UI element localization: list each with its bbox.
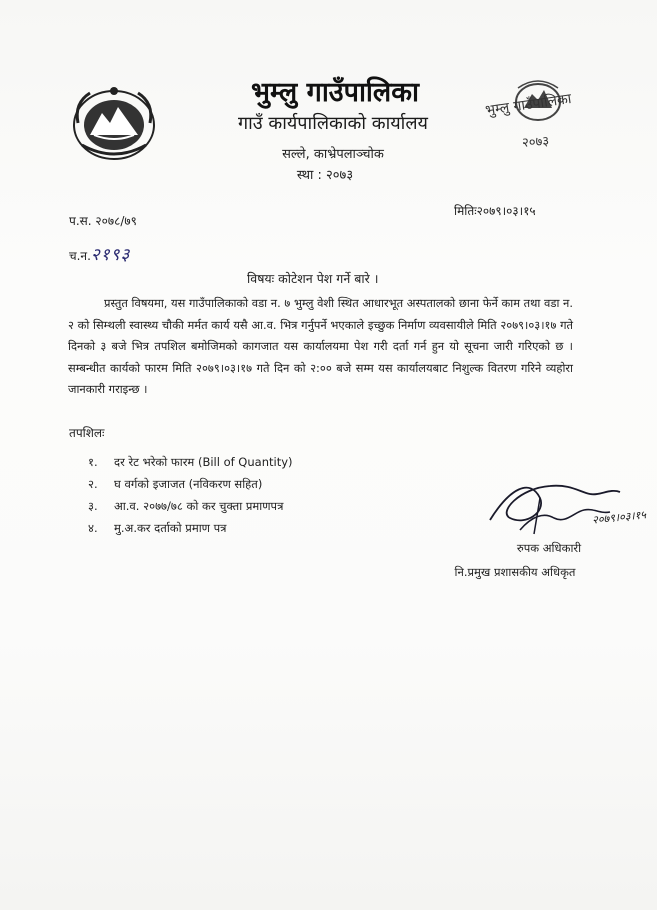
municipality-emblem-icon [68,83,160,163]
letter-date: मितिः२०७९।०३।१५ [454,204,536,218]
dispatch-number [69,242,130,265]
municipality-name: भुम्लु गाउँपालिका [251,77,419,108]
reference-number: प.स. २०७८/७९ [69,214,137,228]
signatory-title: नि.प्रमुख प्रशासकीय अधिकृत [454,565,576,579]
list-item: ४. मु.अ.कर दर्ताको प्रमाण पत्र [88,521,227,535]
body-paragraph: प्रस्तुत विषयमा, यस गाउँपालिकाको वडा न. ७ भुम्लु वेशी स्थित आधारभूत अस्पतालको छाना फेर्ने काम तथा वडा न. २ को सिम्थली स्वास्थ्य चौकी मर्मत कार्य यसै आ.व. भित्र गर्नुपर्ने भएकाले इच्छुक निर्माण व्यवसायीले मिति २०७९।०३।१७ गते दिनको ३ बजे भित्र तपशिल बमोजिमको कागजात यस कार्यालयमा पेश गरी दर्ता गर्न हुन यो सूचना जारी गरिएको छ । सम्बन्धीत कार्यको फारम मिति २०७९।०३।१७ गते दिन को २:०० बजे सम्म यस कार्यालयबाट निशुल्क वितरण गरिने व्यहोरा जानकारी गराइन्छ । [68,296,573,396]
list-item: २. घ वर्गको इजाजत (नविकरण सहित) [88,477,263,491]
letter-body [68,293,573,401]
office-name: गाउँ कार्यपालिकाको कार्यालय [238,113,428,134]
letter-subject: विषयः कोटेशन पेश गर्ने बारे । [247,271,379,286]
signatory-name: रुपक अधिकारी [516,541,582,555]
office-address: सल्ले, काभ्रेपलाञ्चोक [282,147,384,162]
stamp-year: २०७३ [521,134,550,151]
list-item: १. दर रेट भरेको फारम (Bill of Quantity) [88,455,293,469]
details-label: तपशिलः [69,426,105,440]
signature-date: २०७९।०३।१५ [591,508,647,527]
dispatch-number-handwritten: २१९३ [90,245,131,265]
document-list [88,451,293,539]
stamp-text: भुम्लु गाउँपालिका [484,91,573,119]
dispatch-label: च.न. [69,249,91,263]
established-year: स्था : २०७३ [296,168,354,183]
list-item: ३. आ.व. २०७७/७८ को कर चुक्ता प्रमाणपत्र [88,499,284,513]
